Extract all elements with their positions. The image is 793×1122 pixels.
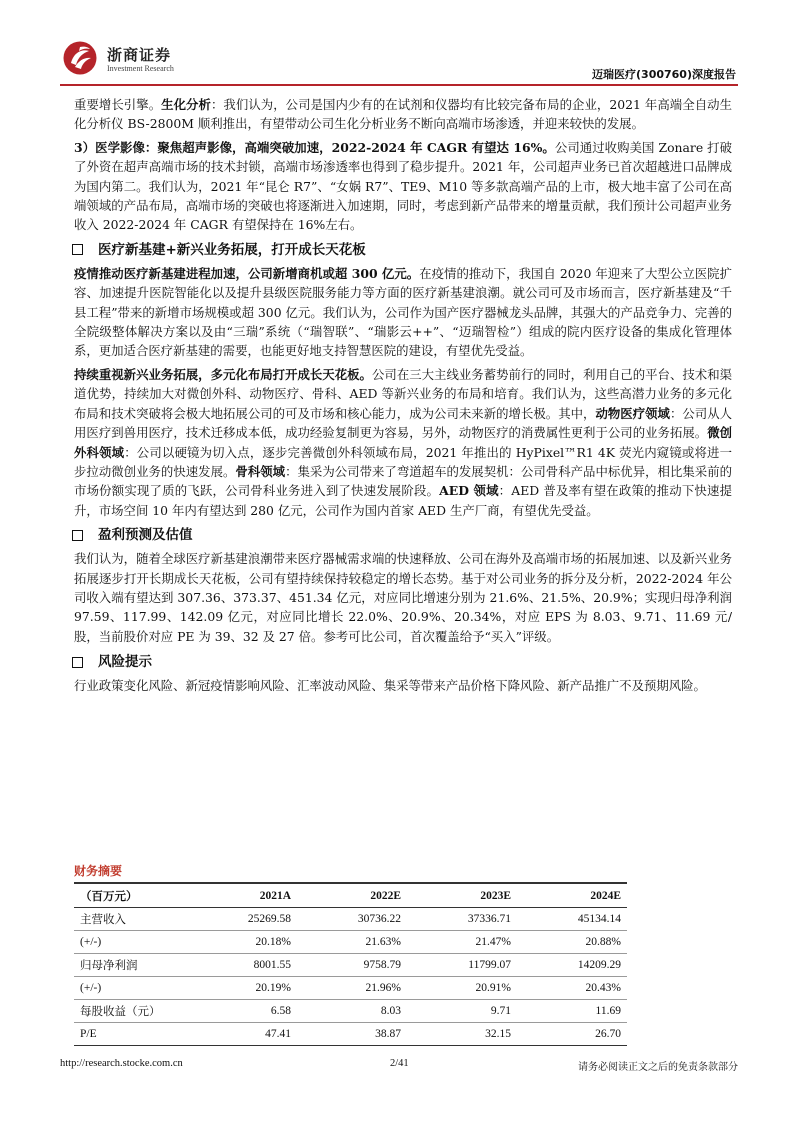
table-cell: 8001.55	[187, 954, 297, 977]
emerging-heading: 持续重视新兴业务拓展，多元化布局打开成长天花板。	[74, 366, 372, 382]
infrastructure-heading: 疫情推动医疗新基建进程加速，公司新增商机或超 300 亿元。	[74, 265, 420, 281]
biochem-heading: 生化分析	[161, 97, 211, 112]
paragraph-forecast: 我们认为，随着全球医疗新基建浪潮带来医疗器械需求端的快速释放、公司在海外及高端市场的拓展加速、以及新兴业务拓展逐步打开长期成长天花板，公司有望持续保持较稳定的增长态势。基于对公司业务的拆分及分析，2022-2024 年公司收入端有望达到 307.36、373.37、451.34 亿元，对应同比增速分别为 21.6%、21.5%、20.9%；实现归母净利润 97.59、117.99、142.09 亿元，对应同比增长 22.0%、20.9%、20.34%，对应 EPS 为 8.03、9.71、11.69 元/股，当前股价对应 PE 为 39、32 及 27 倍。参考可比公司，首次覆盖给予“买入”评级。	[74, 551, 732, 644]
section-heading-infrastructure	[72, 239, 732, 261]
table-cell: 8.03	[297, 1000, 407, 1023]
table-cell: 11.69	[517, 1000, 627, 1023]
table-cell: 30736.22	[297, 908, 407, 931]
table-cell: 25269.58	[187, 908, 297, 931]
checkbox-bullet-icon	[72, 530, 83, 541]
financial-summary-title: 财务摘要	[74, 864, 123, 878]
column-header: 2023E	[407, 883, 517, 908]
paragraph-text: 在疫情的推动下，我国自 2020 年迎来了大型公立医院扩容、加速提升医院智能化以及提升县级医院服务能力等方面的医疗新基建浪潮。就公司可及市场而言，医疗新基建及“千县工程”带来的新增市场规模或超 300 亿元。我们认为，公司作为国产医疗器械龙头品牌，其强大的产品竞争力、完善的全院级整体解决方案以及由“三瑞”系统（“瑞智联”、“瑞影云++”、“迈瑞智检”）组成的院内医疗设备的集成化管理体系，更加适合医疗新基建的需要，也能更好地支持智慧医院的建设，有望优先受益。	[74, 265, 732, 359]
paragraph-text: ：公司从人用医疗到兽用医疗，技术迁移成本低，成功经验复制更为容易，另外，动物医疗的消费属性更利于公司的业务拓展。	[74, 405, 733, 441]
paragraph-biochem	[74, 95, 732, 134]
logo-mark-icon	[62, 40, 98, 76]
table-cell: 9758.79	[297, 954, 407, 977]
table-cell: 20.19%	[187, 977, 297, 1000]
row-label: 归母净利润	[74, 954, 187, 977]
report-title: 迈瑞医疗(300760)深度报告	[592, 68, 736, 81]
paragraph-text: ：我们认为，公司是国内少有的在试剂和仪器均有比较完备布局的企业，2021 年高端全自动生化分析仪 BS-2800M 顺利推出，有望带动公司生化分析业务不断向高端市场渗透，并迎来较快的发展。	[74, 97, 733, 132]
table-cell: 20.18%	[187, 931, 297, 954]
footer-disclaimer: 请务必阅读正文之后的免责条款部分	[578, 1062, 738, 1073]
table-row	[74, 1000, 627, 1023]
paragraph-new-infrastructure	[74, 264, 732, 361]
table-cell: 32.15	[407, 1023, 517, 1046]
table-row	[74, 954, 627, 977]
minimally-invasive-heading: 微创外科领域	[74, 425, 733, 460]
row-label: P/E	[74, 1023, 187, 1046]
paragraph-risk: 行业政策变化风险、新冠疫情影响风险、汇率波动风险、集采等带来产品价格下降风险、新产品推广不及预期风险。	[74, 678, 706, 694]
footer-url-link[interactable]: http://research.stocke.com.cn	[60, 1058, 183, 1069]
company-logo	[60, 38, 260, 80]
paragraph-lead: 重要增长引擎。	[74, 97, 162, 112]
section-title: 医疗新基建+新兴业务拓展，打开成长天花板	[98, 241, 366, 258]
table-cell: 21.96%	[297, 977, 407, 1000]
financial-summary-table	[74, 882, 627, 1046]
section-title: 风险提示	[98, 654, 152, 671]
table-cell: 37336.71	[407, 908, 517, 931]
page-footer	[60, 1058, 738, 1078]
checkbox-bullet-icon	[72, 657, 83, 668]
header-divider	[60, 84, 738, 86]
section-heading-risk	[72, 651, 732, 673]
table-cell: 14209.29	[517, 954, 627, 977]
paragraph-text: ：集采为公司带来了弯道超车的发展契机：公司骨科产品中标优异，相比集采前的市场份额实现了质的飞跃，公司骨科业务进入到了快速发展阶段。	[74, 463, 733, 499]
table-cell: 20.88%	[517, 931, 627, 954]
paragraph-emerging-business	[74, 365, 732, 520]
orthopedics-heading: 骨科领域	[235, 463, 286, 479]
table-cell: 20.43%	[517, 977, 627, 1000]
table-header-row	[74, 883, 627, 908]
paragraph-imaging	[74, 138, 732, 235]
imaging-heading: 3）医学影像：聚焦超声影像，高端突破加速，2022-2024 年 CAGR 有望达 16%。	[74, 139, 555, 155]
table-cell: 21.47%	[407, 931, 517, 954]
table-cell: 26.70	[517, 1023, 627, 1046]
table-row	[74, 931, 627, 954]
page-header	[60, 38, 738, 84]
checkbox-bullet-icon	[72, 244, 83, 255]
column-header: 2022E	[297, 883, 407, 908]
column-header: （百万元）	[74, 883, 187, 908]
row-label: (+/-)	[74, 931, 187, 954]
page-number: 2/41	[390, 1058, 409, 1069]
table-cell: 45134.14	[517, 908, 627, 931]
paragraph-text: ：公司以硬镜为切入点，逐步完善微创外科领域布局，2021 年推出的 HyPixel™R1 4K 荧光内窥镜或将进一步拉动微创业务的快速发展。	[74, 444, 732, 479]
table-row	[74, 1023, 627, 1046]
table-cell: 20.91%	[407, 977, 517, 1000]
report-body	[74, 95, 732, 696]
row-label: 每股收益（元）	[74, 1000, 187, 1023]
table-cell: 21.63%	[297, 931, 407, 954]
table-cell: 9.71	[407, 1000, 517, 1023]
table-cell: 47.41	[187, 1023, 297, 1046]
logo-chinese-name: 浙商证券	[107, 46, 172, 64]
aed-heading: AED 领域	[439, 483, 499, 499]
logo-english-name: Investment Research	[107, 64, 174, 73]
section-heading-forecast	[72, 524, 732, 546]
column-header: 2021A	[187, 883, 297, 908]
section-title: 盈利预测及估值	[98, 527, 193, 544]
row-label: (+/-)	[74, 977, 187, 1000]
table-cell: 11799.07	[407, 954, 517, 977]
paragraph-text: 公司在三大主线业务蓄势前行的同时，利用自己的平台、技术和渠道优势，持续加大对微创外科、动物医疗、骨科、AED 等新兴业务的布局和培育。我们认为，这些高潜力业务的多元化布局和技术突破将会极大地拓展公司的可及市场和核心能力，成为公司未来新的增长极。其中，	[74, 366, 733, 421]
table-cell: 6.58	[187, 1000, 297, 1023]
paragraph-text: ：AED 普及率有望在政策的推动下快速提升，市场空间 10 年内有望达到 280 亿元，公司作为国内首家 AED 生产厂商，有望优先受益。	[74, 483, 733, 518]
paragraph-text: 公司通过收购美国 Zonare 打破了外资在超声高端市场的技术封锁，高端市场渗透率也得到了稳步提升。2021 年，公司超声业务已首次超越进口品牌成为国内第二。我们认为，2021 年“昆仑 R7”、“女娲 R7”、TE9、M10 等多款高端产品的上市，极大地丰富了公司在高端领域的产品布局，高端市场的突破也将逐渐进入加速期，同时，考虑到新产品带来的增量贡献，我们预计公司超声业务收入 2022-2024 年 CAGR 有望保持在 16%左右。	[74, 139, 732, 233]
column-header: 2024E	[517, 883, 627, 908]
table-row	[74, 977, 627, 1000]
table-cell: 38.87	[297, 1023, 407, 1046]
row-label: 主营收入	[74, 908, 187, 931]
veterinary-heading: 动物医疗领域	[595, 405, 670, 421]
table-row	[74, 908, 627, 931]
